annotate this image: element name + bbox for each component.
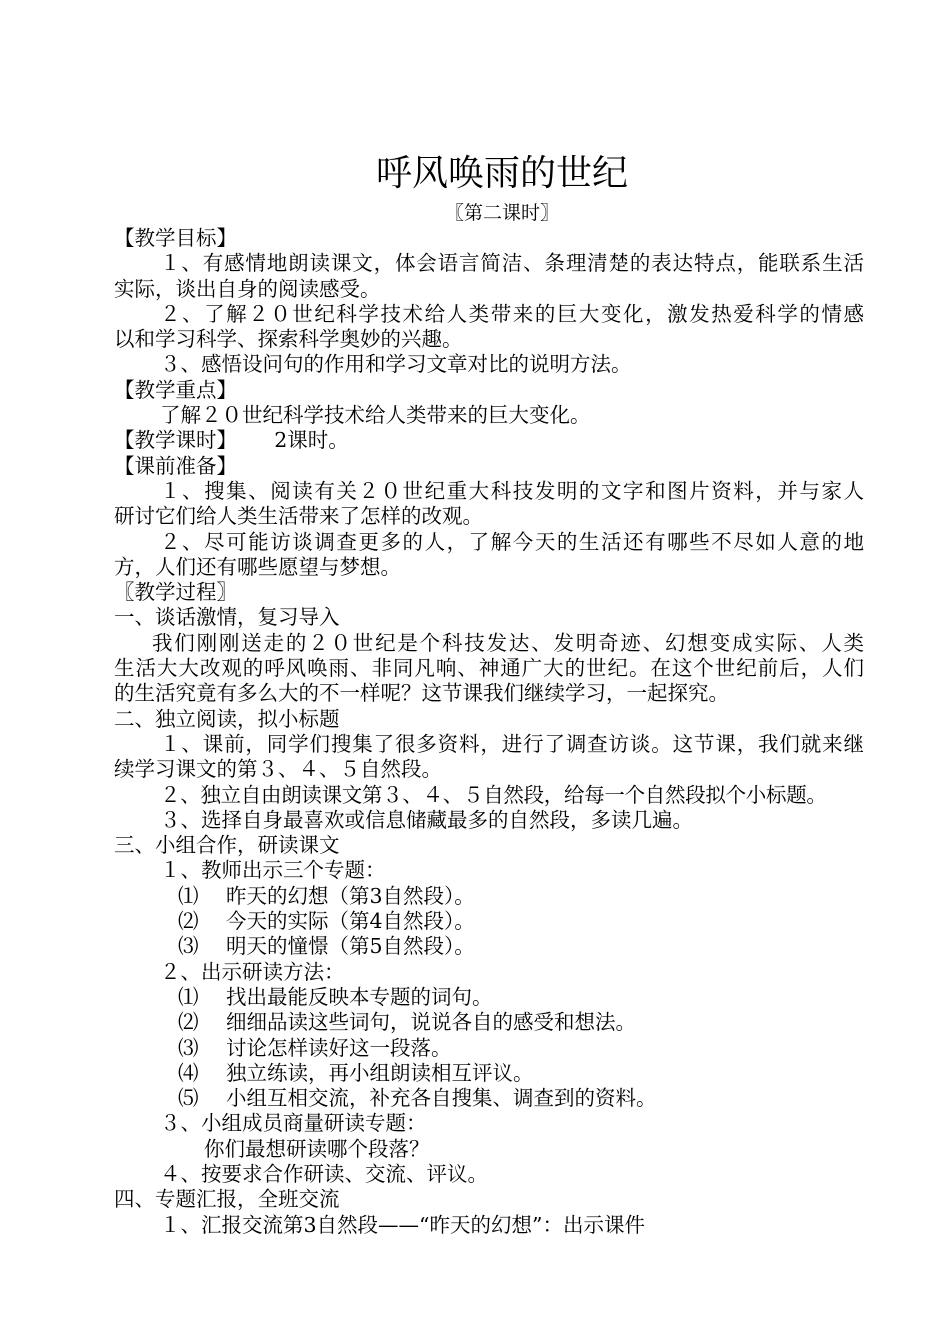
paragraph-line: 了解２０世纪科学技术给人类带来的巨大变化。 <box>160 403 591 428</box>
paragraph-line: １、课前，同学们搜集了很多资料，进行了调查访谈。这节课，我们就来继 <box>160 731 864 756</box>
paragraph-line: 实际，谈出自身的阅读感受。 <box>114 276 381 301</box>
section-heading: 二、独立阅读，拟小标题 <box>114 706 340 731</box>
list-number: ⑵ <box>178 1010 199 1035</box>
list-number: ⑵ <box>178 909 199 934</box>
list-number: ⑶ <box>178 1035 199 1060</box>
list-text: 小组互相交流，补充各自搜集、调查到的资料。 <box>226 1086 657 1111</box>
paragraph-line: 你们最想研读哪个段落？ <box>204 1136 430 1161</box>
list-number: ⑸ <box>178 1086 199 1111</box>
paragraph-line: 的生活究竟有多么大的不一样呢？这节课我们继续学习，一起探究。 <box>114 681 729 706</box>
list-text: 昨天的幻想（第3自然段）。 <box>226 883 475 908</box>
list-text: 细细品读这些词句，说说各自的感受和想法。 <box>226 1010 636 1035</box>
paragraph-line: 续学习课文的第３、４、５自然段。 <box>114 757 442 782</box>
document-page <box>114 148 864 1238</box>
document-title: 呼风唤雨的世纪 <box>375 153 628 194</box>
list-number: ⑷ <box>178 1060 199 1085</box>
list-text: 讨论怎样读好这一段落。 <box>226 1035 452 1060</box>
document-subtitle: 〖第二课时〗 <box>444 202 559 224</box>
section-heading: 【课前准备】 <box>114 453 237 478</box>
list-item <box>114 1086 864 1111</box>
list-item <box>114 1036 864 1061</box>
list-text: 独立练读，再小组朗读相互评议。 <box>226 1060 534 1085</box>
list-number: ⑶ <box>178 934 199 959</box>
paragraph-line: 生活大大改观的呼风唤雨、非同凡响、神通广大的世纪。在这个世纪前后，人们 <box>114 656 864 681</box>
paragraph-line: 我们刚刚送走的２０世纪是个科技发达、发明奇迹、幻想变成实际、人类 <box>152 630 864 655</box>
paragraph-line: ３、感悟设问句的作用和学习文章对比的说明方法。 <box>160 352 632 377</box>
list-item <box>114 884 864 909</box>
paragraph-line: ３、小组成员商量研读专题： <box>160 1111 427 1136</box>
section-heading: 【教学目标】 <box>114 226 237 250</box>
list-item <box>114 1010 864 1035</box>
section-heading: 三、小组合作，研读课文 <box>114 833 340 858</box>
paragraph-line: ２、出示研读方法： <box>160 959 345 984</box>
paragraph-line: 以和学习科学、探索科学奥妙的兴趣。 <box>114 327 463 352</box>
list-number: ⑴ <box>178 984 199 1009</box>
section-heading: 四、专题汇报，全班交流 <box>114 1187 340 1212</box>
paragraph-line: １、教师出示三个专题： <box>160 858 386 883</box>
list-text: 明天的憧憬（第5自然段）。 <box>226 934 475 959</box>
section-heading: 【教学课时】 2课时。 <box>114 428 349 453</box>
paragraph-line: ２、了解２０世纪科学技术给人类带来的巨大变化，激发热爱科学的情感 <box>160 301 864 326</box>
paragraph-line: ４、按要求合作研读、交流、评议。 <box>160 1161 488 1186</box>
list-text: 找出最能反映本专题的词句。 <box>226 984 493 1009</box>
section-heading: 【教学重点】 <box>114 377 237 402</box>
document-body <box>114 226 864 1238</box>
paragraph-line: １、汇报交流第3自然段——“昨天的幻想”：出示课件 <box>160 1212 646 1237</box>
paragraph-line: ３、选择自身最喜欢或信息储藏最多的自然段，多读几遍。 <box>160 807 693 832</box>
list-item <box>114 934 864 959</box>
paragraph-line: 研讨它们给人类生活带来了怎样的改观。 <box>114 504 483 529</box>
list-number: ⑴ <box>178 883 199 908</box>
paragraph-line: １、有感情地朗读课文，体会语言简洁、条理清楚的表达特点，能联系生活 <box>160 251 864 276</box>
list-text: 今天的实际（第4自然段）。 <box>226 909 475 934</box>
paragraph-line: 方，人们还有哪些愿望与梦想。 <box>114 554 401 579</box>
section-heading: 〖教学过程〗 <box>114 580 237 605</box>
paragraph-line: ２、独立自由朗读课文第３、４、５自然段，给每一个自然段拟个小标题。 <box>160 782 827 807</box>
paragraph-line: １、搜集、阅读有关２０世纪重大科技发明的文字和图片资料，并与家人 <box>160 478 864 503</box>
paragraph-line: ２、尽可能访谈调查更多的人，了解今天的生活还有哪些不尽如人意的地 <box>160 529 864 554</box>
section-heading: 一、谈话激情，复习导入 <box>114 605 340 630</box>
list-item <box>114 985 864 1010</box>
list-item <box>114 1061 864 1086</box>
list-item <box>114 909 864 934</box>
